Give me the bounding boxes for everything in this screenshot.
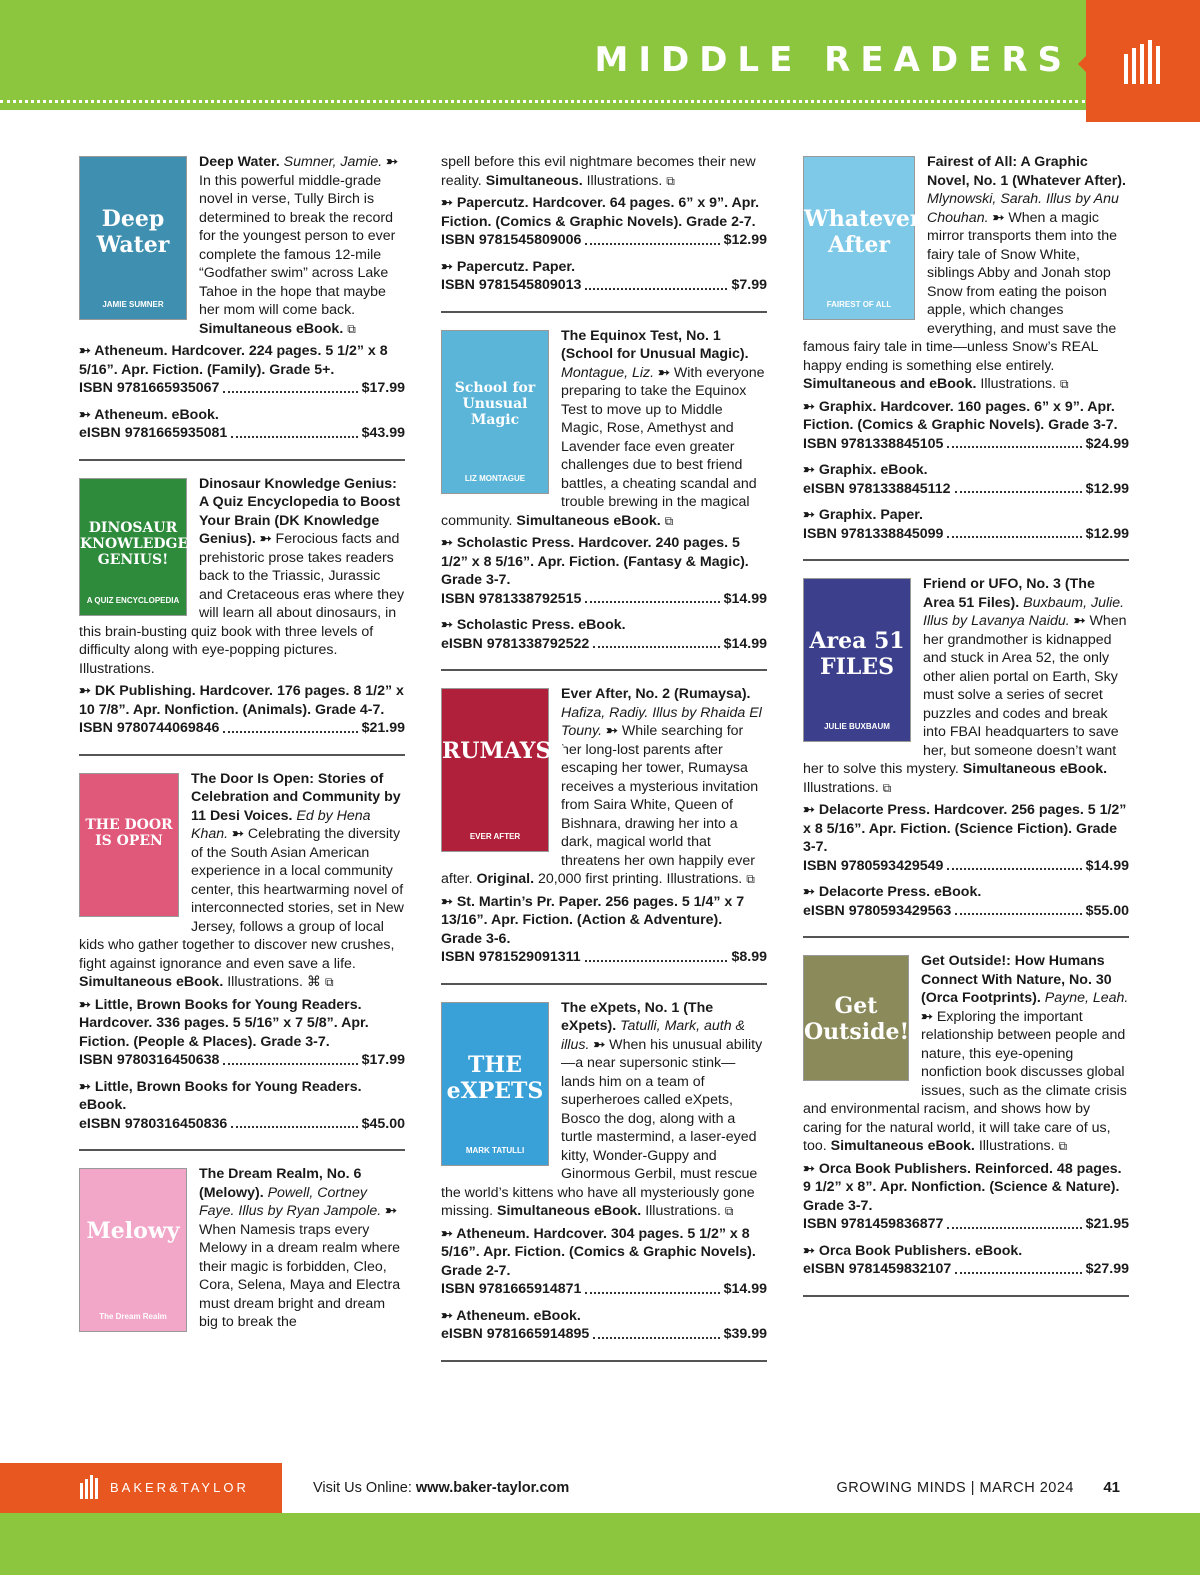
book-body: When his unusual ability—a near supersonic stink—lands him on a team of superheroes called eXpets, Bosco the dog, along with a turtle mastermind, a laser-eyed kitty, Wonder-Guppy and Ginormous Gerbil, must rescue the world’s kittens who have all mysteriously gone missing. [441, 1036, 763, 1219]
baker-taylor-footer-icon [80, 1475, 104, 1499]
book-cover[interactable] [79, 156, 187, 320]
book-entry [803, 153, 1129, 561]
book-cover[interactable] [803, 156, 922, 320]
section-title: MIDDLE READERS [594, 40, 1072, 80]
price: $7.99 [731, 277, 767, 293]
format-publisher: ➳ Atheneum. eBook. [79, 406, 219, 423]
book-cover[interactable] [79, 1168, 187, 1332]
book-title: The Equinox Test, No. 1 (School for Unusual Magic). [561, 327, 749, 362]
book-cover-author: FAIREST OF ALL [826, 300, 892, 309]
price: $17.99 [361, 380, 405, 396]
format-publisher: ➳ Scholastic Press. Hardcover. 240 pages. 5 1/2” x 8 5/16”. Apr. Fiction. (Fantasy & Magic). Grade 3-7. [441, 535, 749, 588]
isbn-row [803, 1215, 1129, 1234]
book-edition: Simultaneous. [485, 172, 587, 189]
leader-dots [585, 1280, 719, 1294]
baker-taylor-logo-icon [1122, 40, 1166, 84]
book-author: Buxbaum, Julie. Illus by Lavanya Naidu. [923, 594, 1125, 629]
ebook-icon: ⧉ [882, 780, 892, 795]
leader-dots [947, 1215, 1081, 1229]
book-cover-title: Whatever After [804, 206, 922, 258]
leader-dots [947, 525, 1081, 539]
book-title: The Door Is Open: Stories of Celebration and Community by 11 Desi Voices. [191, 770, 401, 824]
book-entry [79, 153, 405, 461]
isbn-number: ISBN 9781545809006 [441, 232, 582, 248]
leader-dots [947, 857, 1081, 871]
book-cover-title: THE eXPETS [446, 1051, 544, 1104]
isbn-number: ISBN 9781338845105 [803, 435, 944, 452]
footer-issue: GROWING MINDS | MARCH 2024 [836, 1480, 1074, 1496]
leader-dots [223, 1051, 357, 1065]
price: $43.99 [361, 425, 405, 441]
book-cover[interactable] [79, 773, 179, 917]
footer-brand: BAKER&TAYLOR [110, 1480, 249, 1495]
book-author: Tatulli, Mark, auth & illus. [561, 1018, 745, 1053]
isbn-row [79, 1115, 405, 1134]
book-cover-author: A QUIZ ENCYCLOPEDIA [86, 595, 180, 605]
column-2 [441, 153, 767, 1376]
leader-dots [223, 379, 357, 393]
book-edition: Simultaneous eBook. [496, 1203, 646, 1219]
book-author: Sumner, Jamie. [283, 154, 387, 170]
price: $55.00 [1085, 902, 1129, 919]
price: $14.99 [1085, 857, 1129, 874]
header-dotted-rule [0, 100, 1085, 103]
book-author: Mlynowski, Sarah. Illus by Anu Chouhan. [927, 191, 1119, 226]
format-publisher: ➳ Atheneum. Hardcover. 224 pages. 5 1/2” x 8 5/16”. Apr. Fiction. (Family). Grade 5+. [79, 343, 388, 378]
column-1 [79, 153, 405, 1354]
isbn-row [803, 480, 1129, 499]
isbn-row [441, 948, 767, 967]
book-cover-title: Get Outside! [804, 993, 910, 1045]
leader-dots [231, 1115, 357, 1129]
book-extra: Illustrations. [978, 1138, 1059, 1154]
book-cover-title: Area 51 FILES [809, 628, 905, 680]
book-author: Payne, Leah. [1044, 990, 1129, 1006]
ebook-icon: ⧉ [347, 321, 356, 336]
leader-dots [585, 276, 727, 290]
format-publisher: ➳ Scholastic Press. eBook. [441, 617, 626, 633]
page-number: 41 [1103, 1479, 1120, 1496]
price: $24.99 [1085, 435, 1129, 452]
arrow-icon: ➳ [1073, 613, 1090, 629]
price: $21.95 [1085, 1216, 1129, 1232]
book-entry [803, 952, 1129, 1297]
book-body: When her grandmother is kidnapped and stuck in Area 52, the only other alien portal on Earth, Sky must solve a series of secret puzzles and codes and break into FBAI headquarters to save her, but someone doesn’t want her to solve this mystery. [803, 613, 1127, 777]
format-publisher: ➳ Papercutz. Hardcover. 64 pages. 6” x 9”. Apr. Fiction. (Comics & Graphic Novels). Grade 2-7. [441, 195, 760, 230]
book-body: With everyone preparing to take the Equinox Test to move up to Middle Magic, Rose, Amethyst and Lavender face even greater challenges due to best friend battles, a cheating scandal and trouble brewing in the magical community. [441, 364, 765, 529]
footer-url-link[interactable]: www.baker-taylor.com [415, 1480, 570, 1496]
book-cover-title: School for Unusual Magic [454, 379, 536, 428]
isbn-row [803, 857, 1129, 876]
isbn-row [79, 719, 405, 738]
book-entry [79, 475, 405, 756]
format-publisher: ➳ Atheneum. Hardcover. 304 pages. 5 1/2” x 8 5/16”. Apr. Fiction. (Comics & Graphic Novels). Grade 2-7. [441, 1225, 756, 1279]
book-entry [441, 685, 767, 985]
book-body: Celebrating the diversity of the South Asian American experience in a local community center, this heartwarming novel of interconnected stories, set in New Jersey, follows a group of local kids who gather together to discover new crushes, fight against ignorance and even save a life. [79, 826, 404, 972]
ebook-icon: ⧉ [1058, 1139, 1068, 1153]
price: $27.99 [1085, 1261, 1129, 1277]
isbn-row [803, 1260, 1129, 1279]
book-title: Get Outside!: How Humans Connect With Nature, No. 30 (Orca Footprints). [921, 953, 1112, 1006]
leader-dots [585, 231, 719, 245]
price: $14.99 [723, 635, 767, 652]
book-author: Powell, Cortney Faye. Illus by Ryan Jampole. [199, 1184, 386, 1219]
book-edition: Simultaneous eBook. [199, 320, 348, 337]
bottom-band [0, 1513, 1200, 1575]
price: $12.99 [1085, 525, 1129, 542]
book-cover[interactable] [803, 955, 909, 1081]
arrow-icon: ➳ [658, 364, 674, 381]
arrow-icon: ➳ [385, 1203, 397, 1219]
isbn-number: ISBN 9780316450638 [79, 1052, 220, 1068]
footer-logo [0, 1463, 282, 1513]
isbn-number: ISBN 9781459836877 [803, 1216, 944, 1232]
book-extra: Illustrations. [586, 172, 667, 189]
format-publisher: ➳ Little, Brown Books for Young Readers. eBook. [79, 1078, 362, 1113]
ebook-icon: ⧉ [325, 975, 334, 989]
book-cover-title: RUMAYSA [442, 738, 569, 764]
isbn-row [441, 1325, 767, 1344]
price: $12.99 [723, 232, 767, 248]
arrow-icon: ➳ [992, 209, 1009, 226]
leader-dots [585, 590, 719, 604]
leader-dots [593, 635, 719, 649]
price: $39.99 [723, 1326, 767, 1342]
price: $12.99 [1085, 480, 1129, 497]
ebook-icon: ⧉ [666, 173, 675, 188]
book-body: Ferocious facts and prehistoric prose takes readers back to the Triassic, Jurassic and Cretaceous eras where they will learn all about dinosaurs, in this brain-busting quiz book with three levels of difficulty along with eye-popping pictures. [79, 531, 405, 658]
ebook-icon: ⧉ [1060, 377, 1069, 391]
leader-dots [955, 480, 1082, 494]
book-body: When a magic mirror transports them into the fairy tale of Snow White, siblings Abby and Jonah stop Snow from eating the poison apple, which changes everything, and must save the famous fairy tale in time—unless Snow’s REAL happy ending is something else entirely. [803, 209, 1118, 374]
isbn-number: ISBN 9781545809013 [441, 277, 582, 293]
book-title: Ever After, No. 2 (Rumaysa). [561, 686, 751, 702]
isbn-number: ISBN 9781338792515 [441, 590, 582, 607]
isbn-row [441, 231, 767, 250]
book-edition: Simultaneous eBook. [962, 761, 1108, 777]
isbn-number: eISBN 9781665914895 [441, 1326, 590, 1342]
format-publisher: ➳ Orca Book Publishers. eBook. [803, 1242, 1023, 1259]
isbn-row [79, 379, 405, 398]
leader-dots [955, 1260, 1081, 1274]
book-edition: Simultaneous eBook. [516, 512, 665, 529]
book-cover-author: JULIE BUXBAUM [824, 722, 890, 731]
isbn-number: eISBN 9781338792522 [441, 635, 590, 652]
book-cover[interactable] [441, 330, 549, 494]
arrow-icon: ➳ [386, 154, 399, 170]
leader-dots [593, 1325, 719, 1339]
format-publisher: ➳ Graphix. eBook. [803, 462, 928, 478]
book-title: The eXpets, No. 1 (The eXpets). [561, 999, 714, 1034]
book-cover[interactable] [441, 1002, 549, 1166]
price: $8.99 [731, 949, 767, 965]
book-edition: Original. [476, 871, 538, 887]
isbn-row [803, 902, 1129, 921]
book-title: Fairest of All: A Graphic Novel, No. 1 (Whatever After). [927, 154, 1126, 189]
book-entry [441, 999, 767, 1362]
format-publisher: ➳ Graphix. Hardcover. 160 pages. 6” x 9”. Apr. Fiction. (Comics & Graphic Novels). Grade 3-7. [803, 398, 1118, 433]
format-publisher: ➳ Delacorte Press. Hardcover. 256 pages. 5 1/2” x 8 5/16”. Apr. Fiction. (Science Fiction). Grade 3-7. [803, 802, 1127, 855]
book-extra: Illustrations. [980, 376, 1061, 392]
price: $17.99 [361, 1052, 405, 1068]
isbn-row [441, 276, 767, 295]
leader-dots [231, 424, 357, 438]
footer-visit-label: Visit Us Online: [313, 1480, 412, 1496]
price: $14.99 [723, 590, 767, 607]
book-edition: Simultaneous and eBook. [803, 376, 981, 392]
book-extra: Illustrations. [79, 660, 155, 677]
header-logo-tab [1086, 0, 1200, 122]
isbn-number: ISBN 9781338845099 [803, 525, 944, 542]
book-entry [79, 1165, 405, 1340]
isbn-number: eISBN 9781665935081 [79, 425, 228, 441]
arrow-icon: ➳ [921, 1008, 937, 1025]
book-cover-author: EVER AFTER [469, 832, 521, 841]
book-description [441, 153, 767, 190]
book-title: Friend or UFO, No. 3 (The Area 51 Files). [923, 576, 1095, 611]
isbn-row [79, 424, 405, 443]
format-publisher: ➳ Orca Book Publishers. Reinforced. 48 pages. 9 1/2” x 8”. Apr. Nonfiction. (Science & Nature). Grade 3-7. [803, 1160, 1122, 1214]
book-cover-title: THE DOOR IS OPEN [85, 816, 173, 849]
book-entry [79, 770, 405, 1152]
book-extra: Illustrations. [645, 1203, 725, 1219]
isbn-row [441, 1280, 767, 1299]
format-publisher: ➳ Little, Brown Books for Young Readers. Hardcover. 336 pages. 5 5/16” x 7 5/8”. Apr. Fiction. (People & Places). Grade 3-7. [79, 996, 369, 1050]
price: $45.00 [361, 1115, 405, 1132]
leader-dots [585, 948, 728, 962]
leader-dots [947, 435, 1081, 449]
column-3 [803, 153, 1129, 1311]
price: $21.99 [361, 720, 405, 736]
isbn-number: eISBN 9781459832107 [803, 1261, 952, 1277]
book-title: Deep Water. [199, 154, 284, 170]
arrow-icon: ➳ [232, 826, 248, 842]
book-cover[interactable] [79, 478, 187, 616]
book-cover-author: The Dream Realm [99, 1312, 167, 1321]
header-band [0, 0, 1200, 110]
book-cover[interactable] [803, 578, 911, 742]
ebook-icon: ⧉ [664, 513, 674, 528]
book-author: Ed by Hena Khan. [191, 807, 371, 842]
ebook-icon: ⧉ [746, 872, 755, 886]
isbn-number: ISBN 9780593429549 [803, 857, 944, 874]
leader-dots [955, 902, 1081, 916]
isbn-number: eISBN 9781338845112 [803, 480, 951, 497]
format-publisher: ➳ St. Martin’s Pr. Paper. 256 pages. 5 1/4” x 7 13/16”. Apr. Fiction. (Action & Adventure). Grade 3-6. [441, 893, 745, 947]
isbn-row [441, 590, 767, 609]
book-title: The Dream Realm, No. 6 (Melowy). [199, 1166, 362, 1201]
isbn-row [79, 1051, 405, 1070]
book-body: While searching for her long-lost parents after escaping her tower, Rumaysa receives a mysterious invitation from Saira White, Queen of Bishnara, drawing her into a dark, magical world that threatens her own happily ever after. [441, 723, 759, 887]
book-cover-title: Melowy [86, 1218, 180, 1244]
book-extra: Illustrations. [803, 779, 883, 796]
book-cover-author: JAMIE SUMNER [102, 300, 164, 309]
isbn-number: ISBN 9781665935067 [79, 380, 220, 396]
book-extra: 20,000 first printing. Illustrations. [538, 871, 747, 887]
book-title: Dinosaur Knowledge Genius: A Quiz Encyclopedia to Boost Your Brain (DK Knowledge Genius). [199, 475, 401, 547]
format-publisher: ➳ Delacorte Press. eBook. [803, 884, 982, 900]
arrow-icon: ➳ [259, 531, 276, 547]
isbn-number: eISBN 9780316450836 [79, 1115, 228, 1132]
format-publisher: ➳ Graphix. Paper. [803, 507, 923, 523]
book-entry [441, 327, 767, 672]
book-extra: Illustrations. ⌘ [227, 974, 325, 990]
arrow-icon: ➳ [593, 1036, 610, 1053]
book-cover-author: MARK TATULLI [465, 1145, 525, 1155]
format-publisher: ➳ DK Publishing. Hardcover. 176 pages. 8 1/2” x 10 7/8”. Apr. Nonfiction. (Animals). Grade 4-7. [79, 683, 404, 718]
book-author: Montague, Liz. [561, 364, 659, 381]
format-publisher: ➳ Atheneum. eBook. [441, 1307, 581, 1324]
book-entry [441, 153, 767, 313]
book-author: Hafiza, Radiy. Illus by Rhaida El Touny. [561, 704, 762, 739]
book-cover-title: Deep Water [96, 206, 170, 258]
leader-dots [223, 719, 357, 733]
book-cover-title: DINOSAUR KNOWLEDGE GENIUS! [80, 519, 189, 568]
isbn-number: ISBN 9781529091311 [441, 949, 581, 965]
isbn-row [803, 525, 1129, 544]
header-notch [1078, 56, 1086, 72]
ebook-icon: ⧉ [724, 1204, 734, 1218]
isbn-row [803, 435, 1129, 454]
isbn-row [441, 635, 767, 654]
price: $14.99 [723, 1281, 767, 1297]
book-body: In this powerful middle-grade novel in verse, Tully Birch is determined to break the record for the youngest person to ever complete the famous 12-mile “Godfather swim” across Lake Tahoe in the hope that maybe her mom will come back. [199, 172, 396, 318]
book-body: spell before this evil nightmare becomes their new reality. [441, 154, 756, 189]
book-edition: Simultaneous eBook. [830, 1138, 979, 1154]
book-body: Exploring the important relationship between people and nature, this eye-opening nonfiction book discusses global issues, such as the climate crisis and environmental racism, and shows how by caring for the natural world, it will take care of us, too. [803, 1008, 1127, 1154]
isbn-number: eISBN 9780593429563 [803, 902, 952, 919]
footer-visit [313, 1480, 569, 1496]
format-publisher: ➳ Papercutz. Paper. [441, 258, 576, 275]
arrow-icon: ➳ [605, 723, 622, 739]
book-body: When Namesis traps every Melowy in a dream realm where their magic is forbidden, Cleo, Cora, Selena, Maya and Electra must dream bright and dream big to break the [199, 1221, 401, 1330]
book-cover[interactable] [441, 688, 569, 852]
isbn-number: ISBN 9780744069846 [79, 720, 220, 736]
book-edition: Simultaneous eBook. [79, 974, 228, 990]
isbn-number: ISBN 9781665914871 [441, 1281, 582, 1297]
book-cover-author: LIZ MONTAGUE [464, 473, 526, 483]
book-entry [803, 575, 1129, 938]
